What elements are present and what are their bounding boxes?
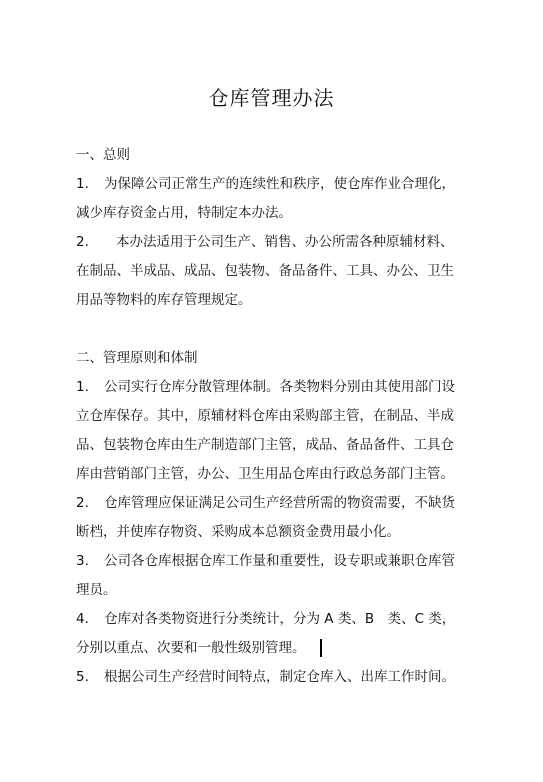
paragraph-line: 立仓库保存。其中，原辅材料仓库由采购部主管，在制品、半成 bbox=[76, 408, 454, 424]
section-heading: 二、管理原则和体制 bbox=[76, 350, 198, 366]
paragraph-line bbox=[76, 551, 476, 571]
paragraph-line bbox=[76, 638, 476, 658]
item-number: 2. bbox=[76, 234, 89, 250]
document-title: 仓库管理办法 bbox=[208, 86, 335, 110]
paragraph-line: 减少库存资金占用，特制定本办法。 bbox=[76, 205, 292, 221]
item-number: 4. bbox=[76, 611, 89, 627]
item-number: 3. bbox=[76, 553, 89, 569]
paragraph-line bbox=[76, 377, 476, 397]
paragraph-line bbox=[76, 232, 476, 252]
item-text: 分别以重点、次要和一般性级别管理。 bbox=[76, 640, 306, 656]
item-number: 5. bbox=[76, 669, 89, 685]
item-text: 仓库管理应保证满足公司生产经营所需的物资需要，不缺货 bbox=[104, 495, 455, 511]
text-cursor[interactable] bbox=[320, 639, 322, 657]
item-text: 本办法适用于公司生产、销售、办公所需各种原辅材料、 bbox=[116, 234, 454, 250]
paragraph-line bbox=[76, 493, 476, 513]
paragraph-line: 库由营销部门主管，办公、卫生用品仓库由行政总务部门主管。 bbox=[76, 466, 454, 482]
paragraph-line: 用品等物料的库存管理规定。 bbox=[76, 292, 252, 308]
paragraph-line: 在制品、半成品、成品、包装物、备品备件、工具、办公、卫生 bbox=[76, 263, 454, 279]
item-text: 根据公司生产经营时间特点，制定仓库入、出库工作时间。 bbox=[104, 669, 455, 685]
item-number: 2. bbox=[76, 495, 89, 511]
item-number: 1. bbox=[76, 176, 89, 192]
paragraph-line bbox=[76, 609, 476, 629]
paragraph-line bbox=[76, 667, 476, 687]
item-number: 1. bbox=[76, 379, 89, 395]
paragraph-line: 理员。 bbox=[76, 582, 117, 598]
paragraph-line: 品、包装物仓库由生产制造部门主管，成品、备品备件、工具仓 bbox=[76, 437, 454, 453]
paragraph-line bbox=[76, 174, 476, 194]
item-text: 仓库对各类物资进行分类统计，分为 A 类、B 类、C 类， bbox=[104, 611, 456, 627]
section-heading: 一、总则 bbox=[76, 147, 130, 163]
paragraph-line: 断档，并使库存物资、采购成本总额资金费用最小化。 bbox=[76, 524, 400, 540]
item-text: 公司各仓库根据仓库工作量和重要性，设专职或兼职仓库管 bbox=[104, 553, 455, 569]
item-text: 为保障公司正常生产的连续性和秩序，使仓库作业合理化， bbox=[104, 176, 455, 192]
item-text: 公司实行仓库分散管理体制。各类物料分别由其使用部门设 bbox=[104, 379, 455, 395]
